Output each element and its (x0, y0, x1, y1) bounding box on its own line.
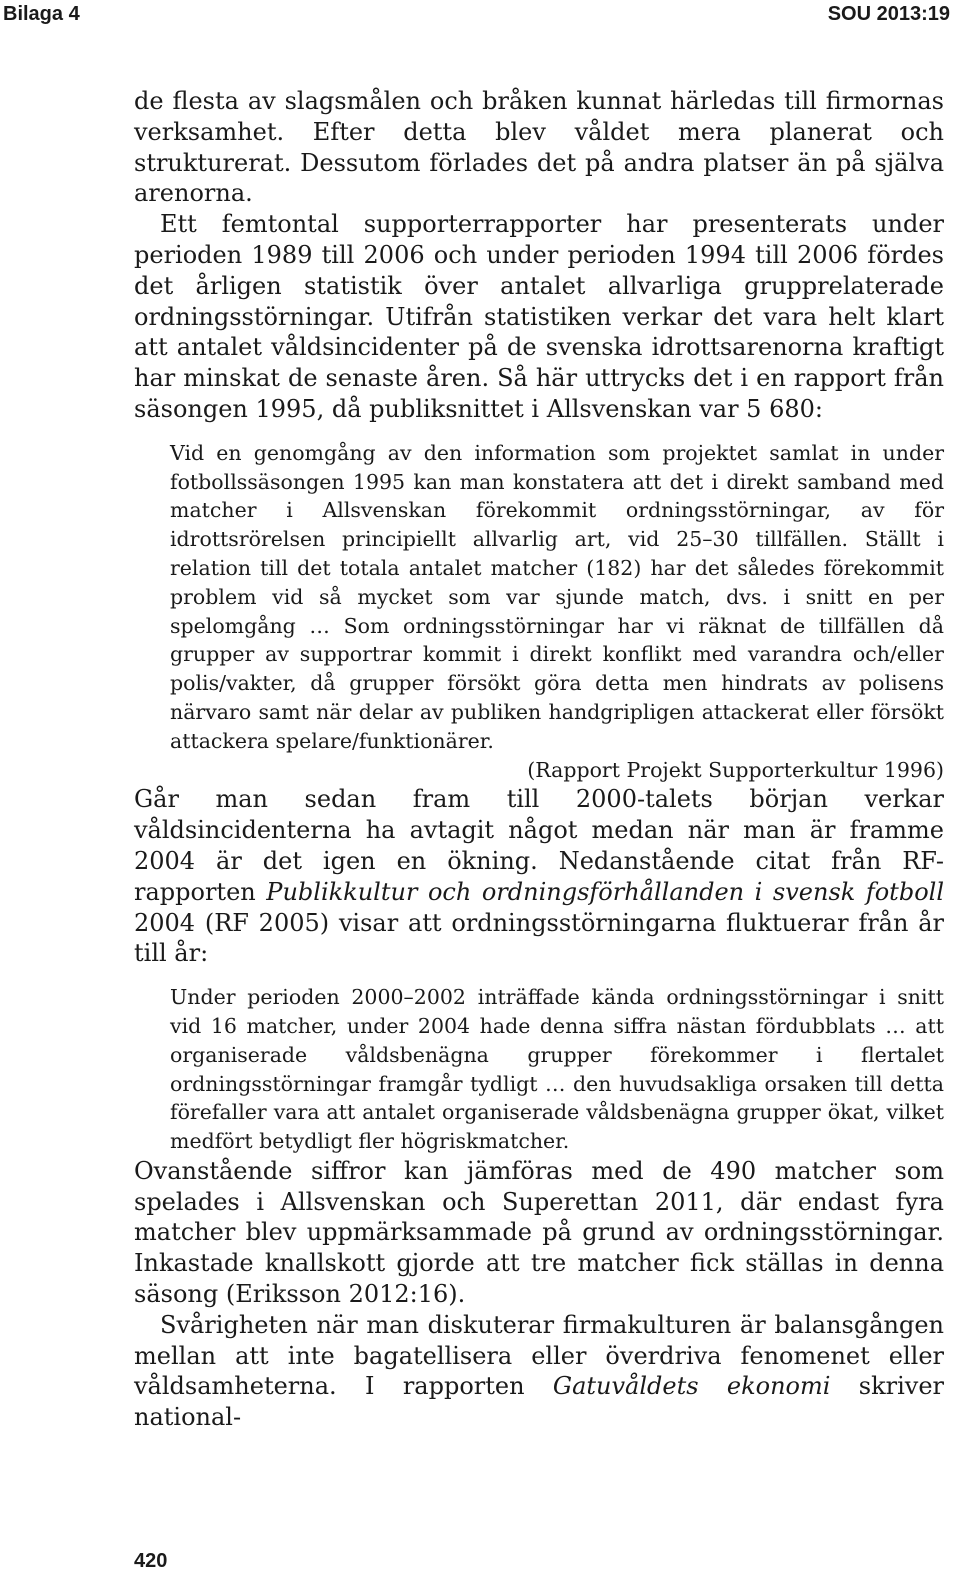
paragraph-3-part-2: 2004 (RF 2005) visar att ordningsstörningarna fluktuerar från år till år: (134, 908, 944, 968)
paragraph-5-report-title: Gatuvåldets ekonomi (552, 1372, 831, 1401)
header-report-id: SOU 2013:19 (827, 3, 950, 25)
paragraph-1: de flesta av slagsmålen och bråken kunnat härledas till firmornas verksamhet. Efter detta blev våldet mera planerat och strukturerat. Dessutom förlades det på andra platser än på själva arenorna. (134, 87, 944, 208)
paragraph-5-part-2: skriver national- (134, 1372, 944, 1432)
paragraph-5 (134, 1310, 944, 1433)
block-quote-1-text: Vid en genomgång av den information som projektet samlat in under fotbollssäsongen 1995 kan man konstatera att det i direkt samband med matcher i Allsvenskan förekommit ordningsstörningar, av för idrottsrörelsen principiellt allvarlig art, vid 25–30 tillfällen. Ställt i relation till det totala antalet matcher (182) har det således förekommit problem vid så mycket som var sjunde match, dvs. i snitt en per spelomgång … Som ordningsstörningar har vi räknat de tillfällen då grupper av supportrar kommit i direkt konflikt med varandra och/eller polis/vakter, då grupper försökt göra detta men hindrats av polisens närvaro samt när delar av publiken handgripligen attackerat eller försökt attackera spelare/funktionärer. (170, 440, 944, 753)
block-quote-2 (170, 983, 944, 1156)
page-number: 420 (134, 1550, 168, 1572)
block-quote-1-source: (Rapport Projekt Supporterkultur 1996) (527, 757, 944, 782)
paragraph-3-report-title: Publikkultur och ordningsförhållanden i svensk fotboll (266, 877, 944, 906)
paragraph-4: Ovanstående siffror kan jämföras med de 490 matcher som spelades i Allsvenskan och Superettan 2011, där endast fyra matcher blev uppmärksammade på grund av ordningsstörningar. Inkastade knallskott gjorde att tre matcher fick ställas in denna säsong (Eriksson 2012:16). (134, 1156, 944, 1309)
paragraph-5-part-1: Svårigheten när man diskuterar firmakulturen är balansgången mellan att inte bagatellisera eller överdriva fenomenet eller våldsamheterna. I rapporten (134, 1310, 944, 1401)
paragraph-3 (134, 784, 944, 969)
paragraph-3-part-1: Går man sedan fram till 2000-talets början verkar våldsincidenterna ha avtagit något medan när man är framme 2004 är det igen en ökning. Nedanstående citat från RF-rapporten (134, 785, 944, 906)
running-header (0, 0, 960, 40)
paragraph-2: Ett femtontal supporterrapporter har presenterats under perioden 1989 till 2006 och under perioden 1994 till 2006 fördes det årligen statistik över antalet allvarliga grupprelaterade ordningsstörningar. Utifrån statistiken verkar det vara helt klart att antalet våldsincidenter på de svenska idrottsarenorna kraftigt har minskat de senaste åren. Så här uttrycks det i en rapport från säsongen 1995, då publiksnittet i Allsvenskan var 5 680: (134, 210, 944, 423)
header-appendix-label: Bilaga 4 (3, 3, 80, 25)
block-quote-2-text: Under perioden 2000–2002 inträffade kända ordningsstörningar i snitt vid 16 matcher, under 2004 hade denna siffra nästan fördubblats … att organiserade våldsbenägna grupper förekommer i flertalet ordningsstörningar framgår tydligt … den huvudsakliga orsaken till detta förefaller vara att antalet organiserade våldsbenägna grupper ökat, vilket medfört betydligt fler högriskmatcher. (170, 985, 944, 1154)
block-quote-1 (170, 439, 944, 785)
page-body (134, 86, 944, 1433)
